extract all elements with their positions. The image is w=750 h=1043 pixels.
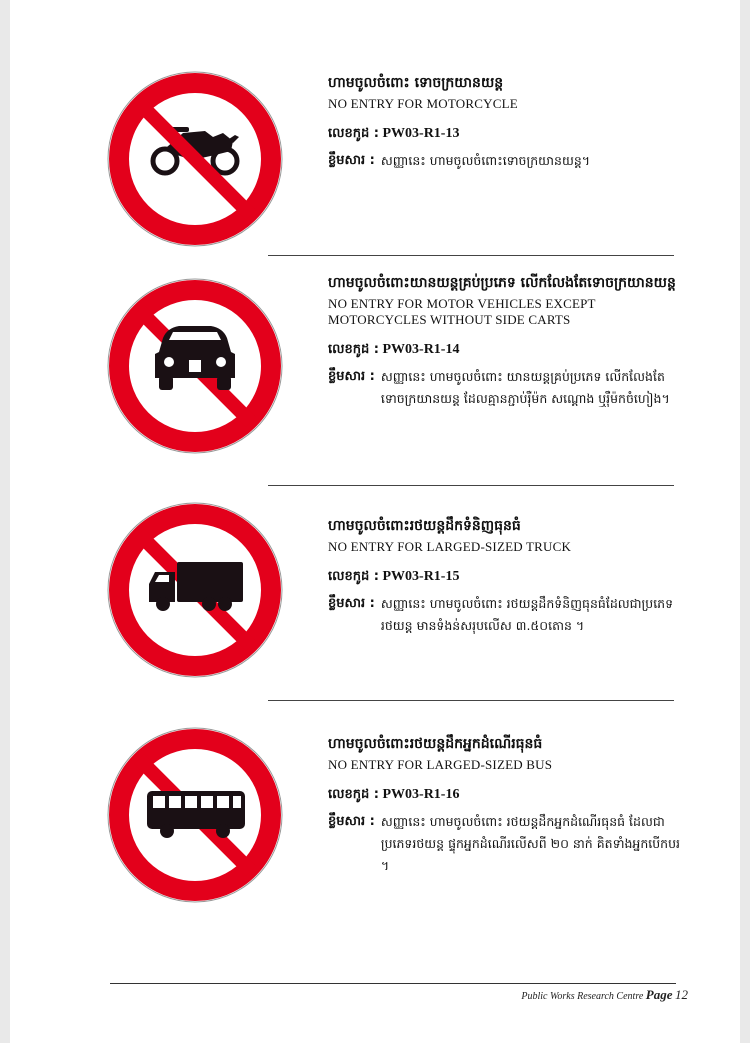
sign-title-english: NO ENTRY FOR MOTORCYCLE [328,96,518,111]
sign-meaning-row [328,811,688,877]
footer-org: Public Works Research Centre [521,991,644,1002]
sign-entry-4 [328,733,688,877]
page-footer [521,987,688,1003]
footer-divider [110,983,676,984]
code-label: លេខកូដ : [328,787,379,802]
motorcycle-icon [105,69,285,249]
footer-page-number: 12 [675,987,688,1002]
sign-meaning-row [328,593,688,637]
sign-meaning: សញ្ញានេះ ហាមចូលចំពោះ រថយន្តដឹកទំនិញធុនធំដែលជាប្រភេទរថយន្ត មានទំងន់សរុបលើស ៣.៥០តោន ។ [380,596,674,633]
car-icon [105,276,285,456]
sign-code-row [328,340,688,360]
no-entry-bus-sign [105,725,285,905]
code-label: លេខកូដ : [328,342,379,357]
section-divider [268,255,674,256]
sign-title-english: NO ENTRY FOR MOTOR VEHICLES EXCEPT MOTORCYCLES WITHOUT SIDE CARTS [328,296,596,327]
sign-meaning: សញ្ញានេះ ហាមចូលចំពោះទោចក្រយានយន្ត។ [380,153,591,168]
meaning-label: ខ្លឹមសារ : [328,369,375,384]
sign-meaning: សញ្ញានេះ ហាមចូលចំពោះ រថយន្តដឹកអ្នកដំណើរធុនធំ ដែលជា ប្រភេទរថយន្ត ផ្ទុកអ្នកដំណើរលើសពី ២០ នាក់ គិតទាំងអ្នកបើកបរ ។ [380,814,681,873]
bus-icon [105,725,285,905]
sign-code: PW03-R1-15 [382,569,460,584]
sign-entry-2 [328,272,688,410]
sign-code-row [328,124,688,144]
sign-code-row [328,785,688,805]
sign-meaning-row [328,366,688,410]
meaning-label: ខ្លឹមសារ : [328,153,375,168]
sign-title-khmer: ហាមចូលចំពោះ ទោចក្រយានយន្ត [328,75,504,91]
sign-title-english: NO ENTRY FOR LARGED-SIZED BUS [328,757,553,772]
sign-title-khmer: ហាមចូលចំពោះរថយន្តដឹកអ្នកដំណើរធុនធំ [328,736,543,752]
meaning-label: ខ្លឹមសារ : [328,814,375,829]
sign-title-english: NO ENTRY FOR LARGED-SIZED TRUCK [328,539,572,554]
no-entry-truck-sign [105,500,285,680]
truck-icon [105,500,285,680]
no-entry-motor-vehicles-sign [105,276,285,456]
sign-code: PW03-R1-14 [382,342,460,357]
code-label: លេខកូដ : [328,126,379,141]
sign-meaning-row [328,150,688,172]
sign-title-khmer: ហាមចូលចំពោះយានយន្តគ្រប់ប្រភេទ លើកលែងតែទោចក្រយានយន្ត [328,275,676,291]
footer-page-word: Page [645,987,673,1002]
sign-entry-1 [328,72,688,172]
section-divider [268,485,674,486]
sign-code: PW03-R1-16 [382,787,460,802]
sign-entry-3 [328,515,688,637]
sign-title-khmer: ហាមចូលចំពោះរថយន្តដឹកទំនិញធុនធំ [328,518,521,534]
sign-code: PW03-R1-13 [382,126,460,141]
sign-code-row [328,567,688,587]
no-entry-motorcycle-sign [105,69,285,249]
section-divider [268,700,674,701]
code-label: លេខកូដ : [328,569,379,584]
sign-meaning: សញ្ញានេះ ហាមចូលចំពោះ យានយន្តគ្រប់ប្រភេទ លើកលែងតែ ទោចក្រយានយន្ត ដែលគ្មានភ្ជាប់រ៉ឺម៉ក សណ្តោង ឬរ៉ឺម៉កចំហៀង។ [380,369,670,406]
meaning-label: ខ្លឹមសារ : [328,596,375,611]
